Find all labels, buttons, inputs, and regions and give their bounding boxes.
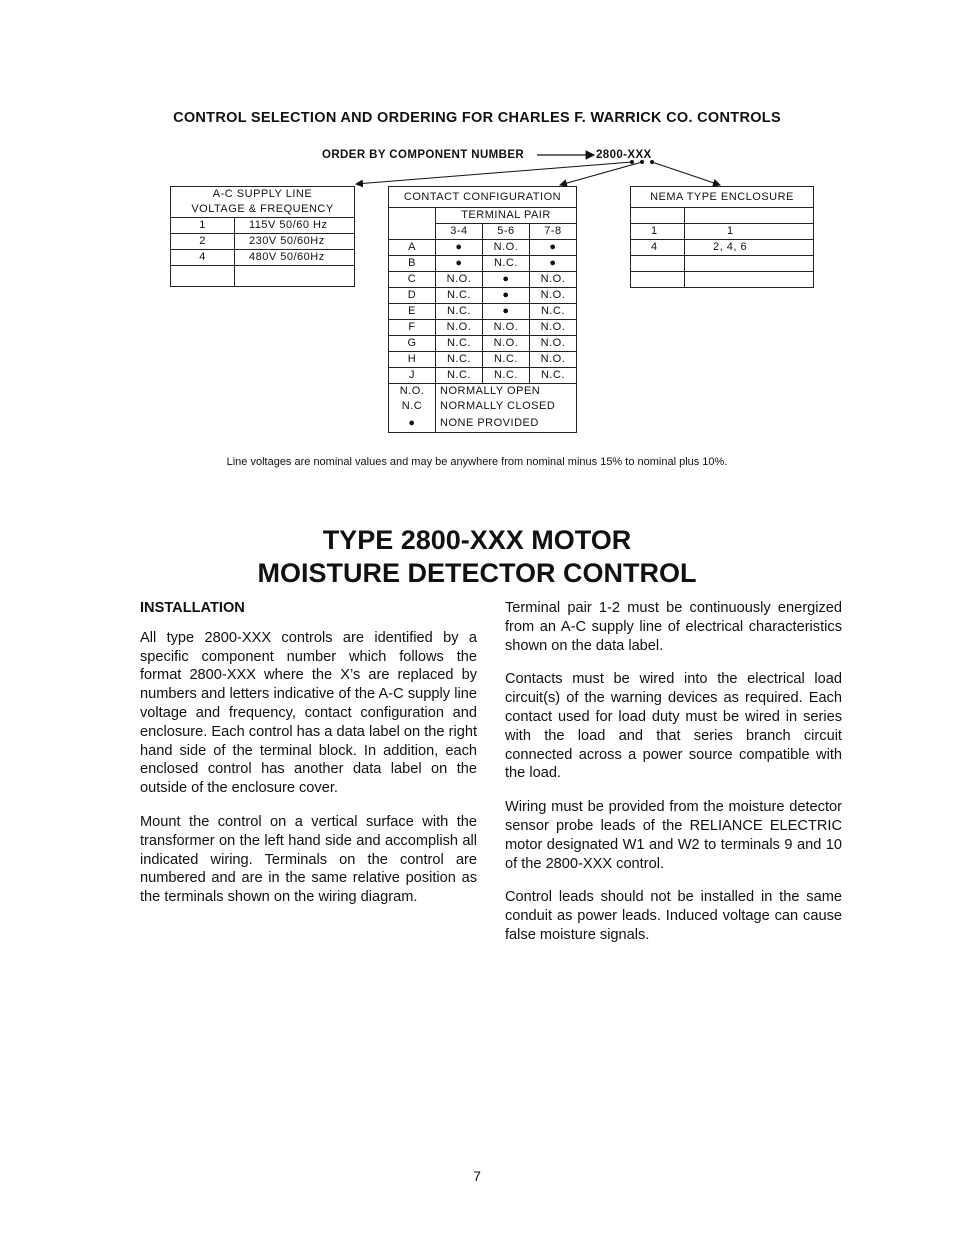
legend-symbol: ● [389, 414, 436, 433]
contact-cell: N.C. [436, 304, 483, 320]
contact-cell: N.O. [529, 288, 576, 304]
contact-code: J [389, 368, 436, 384]
title-line-2: MOISTURE DETECTOR CONTROL [257, 558, 697, 588]
table-row [389, 272, 577, 288]
table-row [631, 240, 814, 256]
contact-cell: N.O. [436, 320, 483, 336]
table-row [389, 288, 577, 304]
paragraph: Control leads should not be installed in the same conduit as power leads. Induced voltage can cause false moisture signals. [505, 889, 842, 943]
pair-header: 5-6 [482, 224, 529, 240]
pair-header: 7-8 [529, 224, 576, 240]
table-row [389, 336, 577, 352]
contact-cell: N.O. [529, 320, 576, 336]
contact-code: E [389, 304, 436, 320]
legend-text: NORMALLY CLOSED [436, 399, 577, 414]
legend-symbol: N.O. [389, 384, 436, 400]
installation-heading: INSTALLATION [140, 600, 245, 616]
left-column [140, 599, 477, 922]
table-row [631, 224, 814, 240]
supply-value: 115V 50/60 Hz [235, 218, 355, 234]
supply-code: 1 [171, 218, 235, 234]
table-row [171, 234, 355, 250]
contact-code: B [389, 256, 436, 272]
nema-code: 4 [631, 240, 685, 256]
table-row [171, 218, 355, 234]
nema-code: 1 [631, 224, 685, 240]
supply-voltage-table [170, 186, 355, 287]
contact-cell: N.C. [436, 368, 483, 384]
page-number: 7 [473, 1168, 481, 1184]
contact-cell: ● [482, 304, 529, 320]
contact-cell: N.C. [436, 336, 483, 352]
contact-cell: ● [436, 256, 483, 272]
nema-value: 2, 4, 6 [685, 240, 814, 256]
arrow-to-contact [560, 162, 642, 185]
contact-code: G [389, 336, 436, 352]
contact-cell: ● [436, 240, 483, 256]
supply-code: 2 [171, 234, 235, 250]
contact-cell: N.C. [482, 368, 529, 384]
legend-text: NORMALLY OPEN [436, 384, 577, 400]
order-arrows-diagram [0, 0, 954, 200]
legend-text: NONE PROVIDED [436, 414, 577, 433]
supply-title-1: A-C SUPPLY LINE [171, 187, 355, 203]
contact-code: A [389, 240, 436, 256]
contact-cell: N.O. [482, 336, 529, 352]
contact-code: D [389, 288, 436, 304]
supply-title-2: VOLTAGE & FREQUENCY [171, 202, 355, 218]
contact-cell: N.C. [436, 288, 483, 304]
table-row [171, 266, 355, 287]
table-row [389, 240, 577, 256]
table-row [389, 352, 577, 368]
contact-cell: N.O. [529, 272, 576, 288]
voltage-note: Line voltages are nominal values and may be anywhere from nominal minus 15% to nominal plus 10%. [226, 456, 728, 468]
contact-cell: N.C. [529, 304, 576, 320]
nema-value: 1 [685, 224, 814, 240]
page-title [0, 524, 954, 590]
contact-cell: N.C. [482, 256, 529, 272]
table-row [389, 256, 577, 272]
pair-header: 3-4 [436, 224, 483, 240]
arrow-to-supply [356, 162, 632, 184]
supply-value: 480V 50/60Hz [235, 250, 355, 266]
paragraph: All type 2800-XXX controls are identified by a specific component number which follows the format 2800-XXX where the X’s are replaced by numbers and letters indicative of the A-C supply line voltage and frequency, contact configuration and enclosure. Each control has a data label on the right hand side of the terminal block. In addition, each enclosed control has another data label on the outside of the enclosure cover. [140, 629, 477, 797]
paragraph: Contacts must be wired into the electrical load circuit(s) of the warning devices as required. Each contact used for load duty must be wired in series with the load and that series branch circuit connected across a power source compatible with the load. [505, 671, 842, 782]
contact-cell: N.O. [482, 320, 529, 336]
paragraph: Wiring must be provided from the moisture detector sensor probe leads of the RELIANCE ELECTRIC motor designated W1 and W2 to terminals 9 and 10 of the 2800-XXX control. [505, 799, 842, 872]
contact-configuration-table [388, 186, 577, 433]
table-row [389, 304, 577, 320]
contact-code: C [389, 272, 436, 288]
contact-cell: N.O. [529, 352, 576, 368]
contact-cell: N.C. [482, 352, 529, 368]
legend-symbol: N.C [389, 399, 436, 414]
contact-cell: N.C. [529, 368, 576, 384]
paragraph: Mount the control on a vertical surface with the transformer on the left hand side and accomplish all indicated wiring. Terminals on the control are numbered and are in the same relative position as the terminals shown on the wiring diagram. [140, 813, 477, 906]
contact-code: H [389, 352, 436, 368]
table-row [171, 250, 355, 266]
section-heading: CONTROL SELECTION AND ORDERING FOR CHARLES F. WARRICK CO. CONTROLS [173, 110, 781, 126]
nema-title: NEMA TYPE ENCLOSURE [631, 187, 814, 208]
contact-cell: N.O. [436, 272, 483, 288]
right-column [505, 599, 842, 960]
paragraph: Terminal pair 1-2 must be continuously energized from an A-C supply line of electrical characteristics shown on the data label. [505, 600, 842, 654]
contact-code: F [389, 320, 436, 336]
contact-cell: ● [529, 256, 576, 272]
contact-cell: ● [529, 240, 576, 256]
table-row [389, 368, 577, 384]
arrow-to-nema [652, 162, 720, 185]
order-label: ORDER BY COMPONENT NUMBER [322, 149, 525, 161]
contact-cell: ● [482, 288, 529, 304]
table-row [389, 320, 577, 336]
supply-value: 230V 50/60Hz [235, 234, 355, 250]
terminal-pair-label: TERMINAL PAIR [436, 208, 577, 224]
title-line-1: TYPE 2800-XXX MOTOR [322, 525, 632, 555]
contact-cell: N.O. [482, 240, 529, 256]
order-number: 2800-XXX [596, 149, 652, 161]
nema-enclosure-table [630, 186, 814, 288]
contact-cell: N.C. [436, 352, 483, 368]
supply-code: 4 [171, 250, 235, 266]
contact-cell: N.O. [529, 336, 576, 352]
contact-cell: ● [482, 272, 529, 288]
contact-title: CONTACT CONFIGURATION [389, 187, 577, 208]
